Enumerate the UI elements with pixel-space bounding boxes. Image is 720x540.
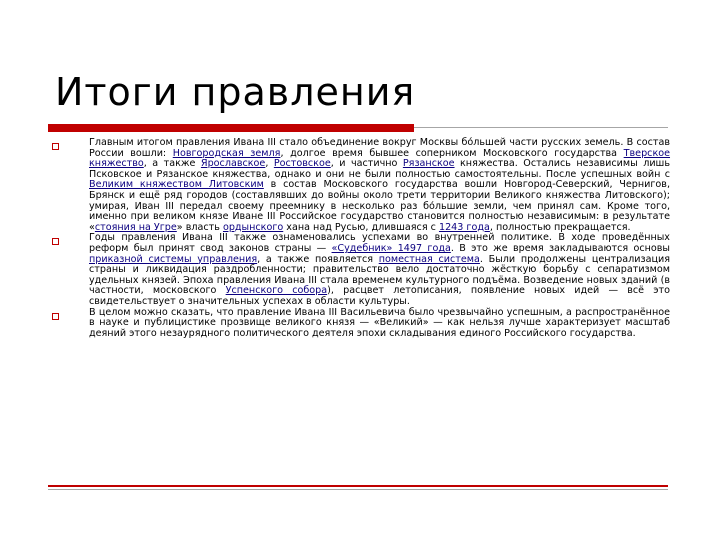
hollow-square-icon [52,143,59,150]
text-run: ), расцвет летописания, появление новых идей — всё это свидетельствует о значительных успехах в области культуры. [89,285,670,307]
inline-link[interactable]: Рязанское [402,158,455,170]
hollow-square-icon [52,313,59,320]
text-run: , [265,158,274,170]
text-run: , а также [143,158,201,170]
text-run: , долгое время бывшее соперником Московского государства [280,147,624,159]
text-run: княжества. Остались независимы лишь Псковское и Рязанское княжества, однако и они не были полностью самостоятельны. После успешных войн с [89,158,670,180]
inline-link[interactable]: Тверское княжество [89,147,671,170]
inline-link[interactable]: приказной системы управления [89,253,258,265]
bullet-text [89,233,670,307]
inline-link[interactable]: поместная система [378,253,480,265]
bullet-list [50,138,670,339]
footer-divider-line [48,489,668,490]
bullet-text [89,308,670,340]
text-run: Годы правления Ивана III также ознаменовались успехами во внутренней политике. В ходе проведённых реформ был принят свод законов страны — [89,232,670,254]
text-run: Главным итогом правления Ивана III стало объединение вокруг Москвы бо́льшей части русских земель. В состав России вошли: [89,137,670,159]
text-run: в состав Московского государства вошли Новгород-Северский, Чернигов, Брянск и ещё ряд городов (составлявших до войны около трети территории Великого княжества Литовского); умирая, Иван III передал своему преемнику в несколько раз бо́льшие земли, чем принял сам. Кроме того, именно при великом князе Иване III Российское государство становится полностью независимым: в результате « [89,179,670,233]
inline-link[interactable]: 1243 года [438,221,490,233]
inline-link[interactable]: «Судебник» 1497 года [331,242,451,254]
text-run: , и частично [330,158,403,170]
text-run: хана над Русью, длившаяся с [283,221,439,233]
title-accent-bar [48,124,414,132]
text-run: , а также появляется [257,253,379,265]
text-run: » власть [176,221,223,233]
text-run: . Были продолжены централизация страны и ликвидация раздробленности; правительство вело достаточно жёсткую борьбу с сепаратизмом удельных князей. Эпоха правления Ивана III стала временем культурного подъёма. Возведение новых зданий (в частности, московского [89,253,670,297]
inline-link[interactable]: Ростовское [273,158,331,170]
bullet-item [50,308,670,340]
text-run: В целом можно сказать, что правление Ивана III Васильевича было чрезвычайно успешным, а распространённое в науке и публицистике прозвище великого князя — «Великий» — как нельзя лучше характеризует масштаб деяний этого незаурядного политического деятеля эпохи складывания единого Российского государства. [89,306,670,339]
text-run: . В это же время закладываются основы [450,242,670,254]
inline-link[interactable]: Новгородская земля [172,147,281,159]
inline-link[interactable]: Ярославское [200,158,266,170]
bullet-item [50,233,670,307]
bullet-item [50,138,670,233]
text-run: , полностью прекращается. [489,221,631,233]
footer-accent-line [48,485,668,487]
slide-title: Итоги правления [55,70,416,114]
inline-link[interactable]: Великим княжеством Литовским [89,179,264,191]
inline-link[interactable]: ордынского [222,221,284,233]
inline-link[interactable]: Успенского собора [225,285,328,297]
bullet-text [89,138,670,233]
hollow-square-icon [52,238,59,245]
inline-link[interactable]: стояния на Угре [94,221,177,233]
